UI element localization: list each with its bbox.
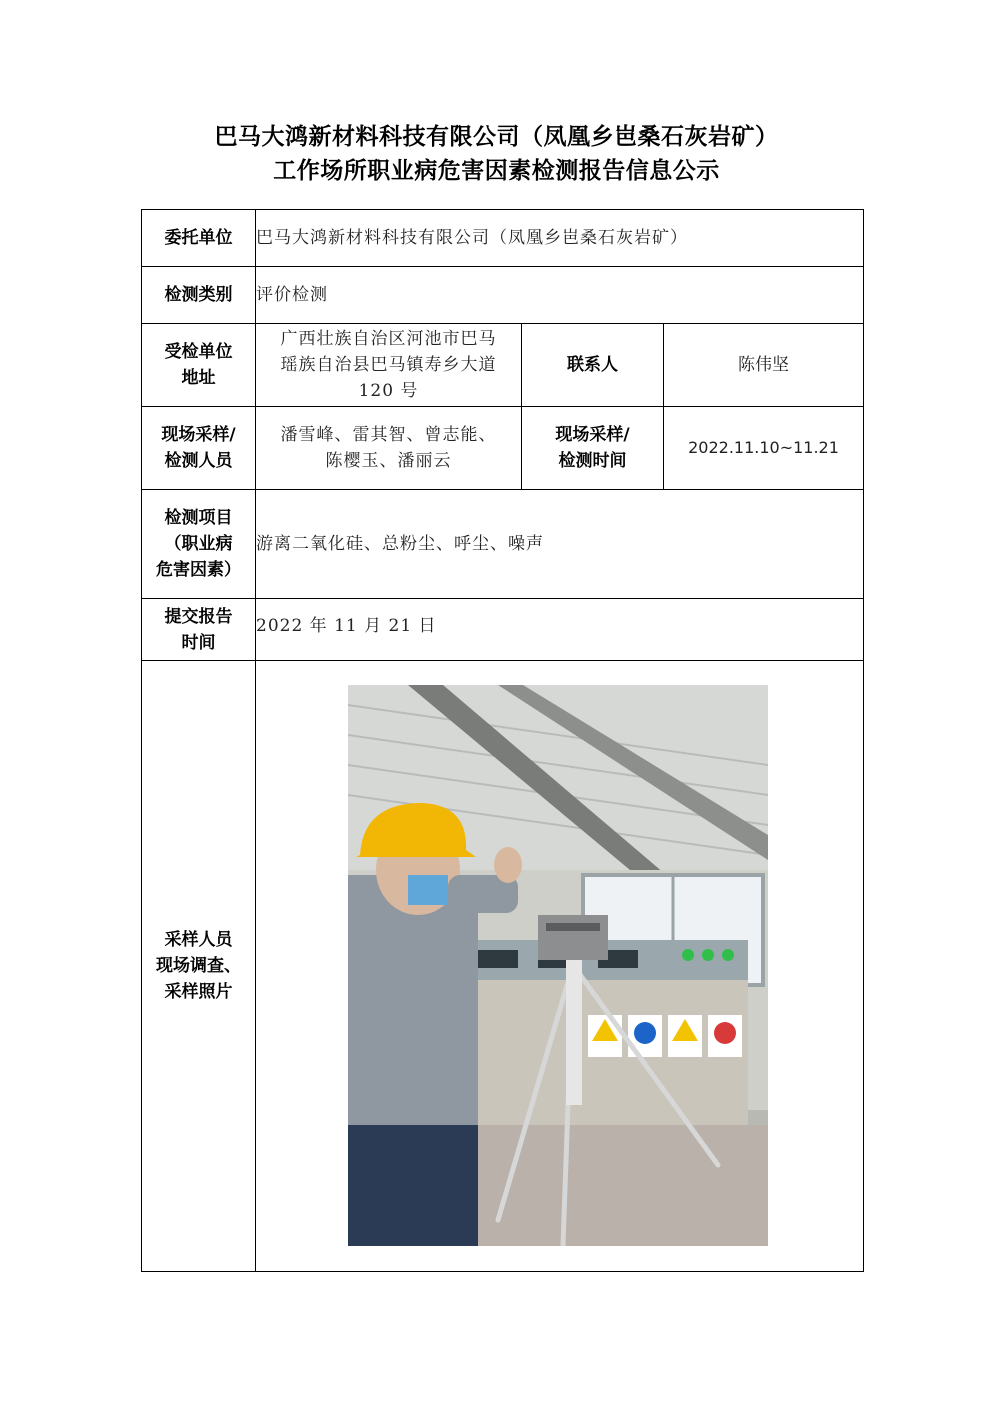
site-photo-illustration (348, 685, 768, 1246)
site-sampling-photo (348, 685, 768, 1246)
items-label-line2: （职业病 (164, 534, 233, 554)
photo-label (142, 661, 256, 1272)
contact-label: 联系人 (522, 324, 664, 407)
photo-label-line1: 采样人员 (164, 930, 233, 950)
photo-cell (256, 661, 864, 1272)
staff-label-line2: 检测人员 (164, 451, 233, 471)
address-row (142, 324, 864, 407)
photo-row (142, 661, 864, 1272)
client-label: 委托单位 (142, 210, 256, 267)
items-row (142, 490, 864, 599)
staff-value-line2: 陈樱玉、潘丽云 (325, 451, 452, 471)
sampling-time-label-line2: 检测时间 (558, 451, 627, 471)
staff-value (256, 407, 522, 490)
staff-row (142, 407, 864, 490)
items-label-line3: 危害因素） (156, 560, 241, 580)
submit-row (142, 599, 864, 661)
client-row (142, 210, 864, 267)
staff-label (142, 407, 256, 490)
report-title-line1: 巴马大鸿新材料科技有限公司（凤凰乡岜桑石灰岩矿） (214, 124, 779, 150)
category-row (142, 267, 864, 324)
photo-label-line2: 现场调查、 (156, 956, 241, 976)
sampling-time-label-line1: 现场采样/ (555, 425, 630, 445)
staff-value-line1: 潘雪峰、雷其智、曾志能、 (280, 425, 497, 445)
address-value (256, 324, 522, 407)
submit-label-line2: 时间 (181, 632, 216, 653)
submit-value: 2022 年 11 月 21 日 (256, 599, 864, 661)
sampling-time-label (522, 407, 664, 490)
report-table (141, 209, 864, 1272)
address-label-line1: 受检单位 (164, 342, 233, 362)
address-value-line1: 广西壮族自治区河池市巴马 (280, 329, 497, 349)
submit-label (142, 599, 256, 661)
sampling-time-value: 2022.11.10~11.21 (664, 407, 864, 490)
category-label: 检测类别 (142, 267, 256, 324)
address-label-line2: 地址 (181, 368, 216, 388)
staff-label-line1: 现场采样/ (161, 425, 236, 445)
category-value: 评价检测 (256, 267, 864, 324)
address-label (142, 324, 256, 407)
client-value: 巴马大鸿新材料科技有限公司（凤凰乡岜桑石灰岩矿） (256, 210, 864, 267)
report-title-line2: 工作场所职业病危害因素检测报告信息公示 (273, 158, 720, 184)
photo-label-line3: 采样照片 (164, 982, 233, 1002)
submit-label-line1: 提交报告 (164, 606, 233, 627)
contact-value: 陈伟坚 (664, 324, 864, 407)
address-value-line3: 120 号 (358, 381, 419, 401)
address-value-line2: 瑶族自治县巴马镇寿乡大道 (280, 355, 497, 375)
items-label (142, 490, 256, 599)
items-value: 游离二氧化硅、总粉尘、呼尘、噪声 (256, 490, 864, 599)
items-label-line1: 检测项目 (164, 508, 233, 528)
